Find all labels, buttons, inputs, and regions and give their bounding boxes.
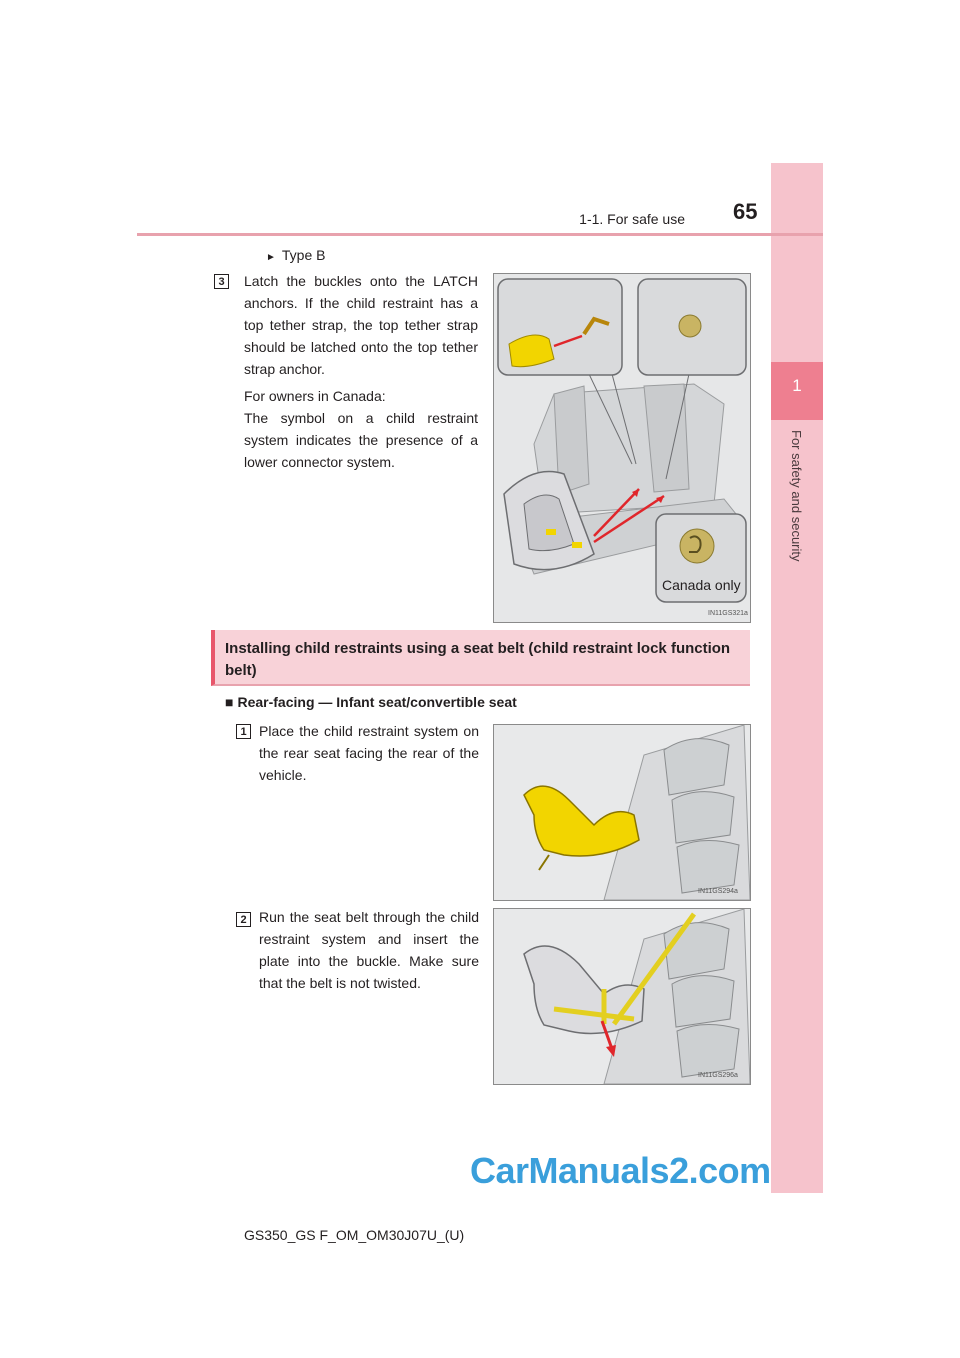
side-tab [771, 163, 823, 1193]
latch-drawing [494, 274, 750, 622]
triangle-bullet-icon: ► [266, 252, 276, 263]
figure-id: IN11GS294a [698, 888, 738, 895]
rear-seat-drawing [494, 725, 750, 900]
square-bullet-icon: ■ [225, 694, 234, 710]
step-2-badge: 2 [236, 912, 251, 927]
section-banner-text: Installing child restraints using a seat belt (child restraint lock function belt) [225, 640, 731, 679]
figure-id: IN11GS296a [698, 1072, 738, 1079]
canada-only-label: Canada only [662, 577, 741, 593]
section-title: 1-1. For safe use [579, 211, 685, 227]
chapter-label: For safety and security [789, 430, 804, 562]
type-b-heading: ► Type B [266, 247, 326, 263]
step-3-text: Latch the buckles onto the LATCH anchors. If the child restraint has a top tether strap, the top tether strap should be latched onto the top tether strap anchor. [244, 273, 478, 377]
section-banner [211, 630, 750, 686]
seat-belt-illustration [493, 908, 751, 1085]
canada-text: The symbol on a child restraint system indicates the presence of a lower connector system. [244, 410, 478, 470]
page-number: 65 [733, 199, 758, 224]
seat-belt-drawing [494, 909, 750, 1084]
step-2-text: Run the seat belt through the child restraint system and insert the plate into the buckle. Make sure that the belt is not twisted. [259, 909, 479, 991]
figure-id: IN11GS321a [708, 610, 748, 617]
step-1-text: Place the child restraint system on the rear seat facing the rear of the vehicle. [259, 723, 479, 783]
rear-facing-heading: ■ Rear-facing — Infant seat/convertible seat [225, 694, 517, 710]
footer-doc-id: GS350_GS F_OM_OM30J07U_(U) [244, 1227, 465, 1243]
canada-intro: For owners in Canada: [244, 388, 386, 404]
chapter-number: 1 [792, 376, 802, 395]
step-1-badge: 1 [236, 724, 251, 739]
header-rule [137, 233, 823, 236]
step-3-badge: 3 [214, 274, 229, 289]
rear-seat-illustration [493, 724, 751, 901]
watermark-text: CarManuals2.com [470, 1150, 771, 1191]
latch-illustration [493, 273, 751, 623]
